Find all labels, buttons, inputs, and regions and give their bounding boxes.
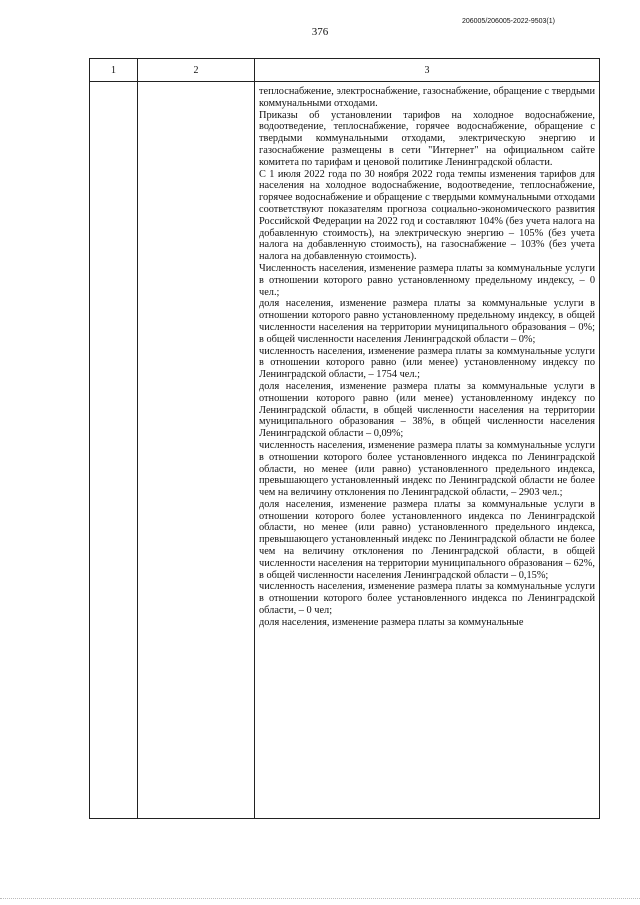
table-header-row: [90, 59, 600, 82]
column-header-1: 1: [90, 59, 138, 82]
scan-edge-divider: [0, 898, 640, 899]
paragraph: доля населения, изменение размера платы за коммунальные услуги в отношении которого равно (или менее) установленному индексу по Ленинградской области, в общей численности населения на территории муниципального образования – 38%, в общей численности населения Ленинградской области – 0,09%;: [259, 380, 595, 440]
paragraph: Численность населения, изменение размера платы за коммунальные услуги в отношении которого равно установленному предельному индексу, – 0 чел.;: [259, 262, 595, 298]
paragraph: численность населения, изменение размера платы за коммунальные услуги в отношении которого равно (или менее) установленному индексу по Ленинградской области, – 1754 чел.;: [259, 345, 595, 381]
paragraph: Приказы об установлении тарифов на холодное водоснабжение, водоотведение, теплоснабжение, горячее водоснабжение, обращение с твердыми коммунальными отходами, электрическую энергию и газоснабжение размещены в сети "Интернет" на официальном сайте комитета по тарифам и ценовой политике Ленинградской области.: [259, 109, 595, 168]
paragraph: численность населения, изменение размера платы за коммунальные услуги в отношении которого более установленного индекса по Ленинградской области, – 0 чел;: [259, 581, 595, 617]
document-id: 206005/206005-2022-9503(1): [461, 18, 555, 25]
cell-col-2: [138, 82, 255, 819]
paragraph: теплоснабжение, электроснабжение, газоснабжение, обращение с твердыми коммунальными отходами.: [259, 86, 595, 109]
paragraph: доля населения, изменение размера платы за коммунальные услуги в отношении которого более установленного индекса по Ленинградской области, но менее (или равно) установленного предельного индекса, превышающего установленный индекс по Ленинградской области не более чем на величину отклонения по Ленинградской области, в общей численности населения на территории муниципального образования – 62%, в общей численности населения Ленинградской области – 0,15%;: [259, 498, 595, 581]
document-table: [89, 58, 600, 819]
column-header-2: 2: [138, 59, 255, 82]
table-row: [90, 82, 600, 819]
cell-col-1: [90, 82, 138, 819]
page-number: 376: [311, 26, 329, 38]
paragraph: численность населения, изменение размера платы за коммунальные услуги в отношении которого более установленного индекса по Ленинградской области, но менее (или равно) установленного предельного индекса, превышающего установленный индекс по Ленинградской области не более чем на величину отклонения по Ленинградской области, – 2903 чел.;: [259, 439, 595, 499]
column-header-3: 3: [255, 59, 600, 82]
cell-col-3: [255, 82, 600, 819]
paragraph: С 1 июля 2022 года по 30 ноября 2022 года темпы изменения тарифов для населения на холодное водоснабжение, водоотведение, теплоснабжение, горячее водоснабжение и обращение с твердыми коммунальными отходами соответствуют показателям прогноза социально-экономического развития Российской Федерации на 2022 год и составляют 104% (без учета налога на добавленную стоимость), на электрическую энергию – 105% (без учета налога на добавленную стоимость), на газоснабжение – 103% (без учета налога на добавленную стоимость).: [259, 168, 595, 263]
paragraph: доля населения, изменение размера платы за коммунальные: [259, 616, 524, 628]
paragraph: доля населения, изменение размера платы за коммунальные услуги в отношении которого равно установленному предельному индексу, в общей численности населения на территории муниципального образования – 0%; в общей численности населения Ленинградской области – 0%;: [259, 298, 595, 345]
